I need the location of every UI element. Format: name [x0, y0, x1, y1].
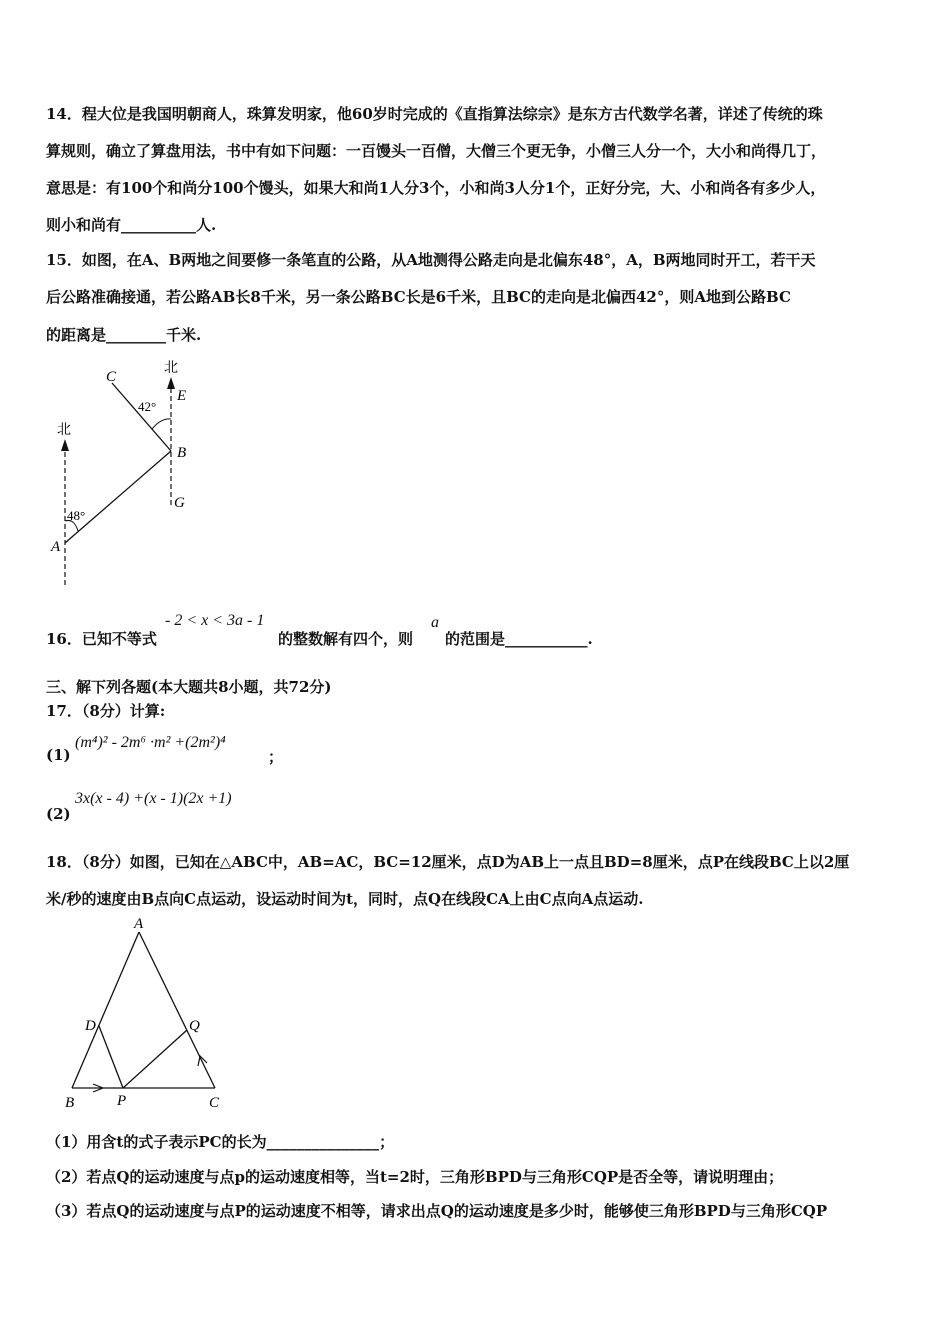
north-arrow-a — [61, 439, 69, 451]
segment-pq — [123, 1030, 187, 1088]
label-b: B — [65, 1095, 75, 1111]
label-c: C — [209, 1095, 220, 1111]
road-bc — [112, 383, 171, 451]
q17-part2-label: (2) — [46, 805, 71, 823]
q17-part2-expression: 3x(x - 4) +(x - 1)(2x +1) — [75, 790, 232, 807]
north-arrow-b — [167, 377, 175, 389]
label-p: P — [117, 1093, 127, 1109]
label-north-a: 北 — [57, 423, 71, 438]
q16-middle: 的整数解有四个，则 — [278, 630, 414, 648]
q15-figure — [40, 355, 210, 590]
q14-line-2: 算规则，确立了算盘用法，书中有如下问题：一百馒头一百僧，大僧三个更无争，小僧三人分一个，大小和尚得几丁， — [46, 142, 827, 160]
q15-line-1: 15．如图，在A、B两地之间要修一条笔直的公路，从A地测得公路走向是北偏东48°，A，B两地同时开工，若干天 — [46, 251, 816, 269]
side-ac — [139, 932, 215, 1088]
label-angle-42: 42° — [138, 399, 157, 414]
label-c: C — [106, 369, 117, 385]
segment-dp — [99, 1026, 123, 1088]
road-ab — [65, 451, 171, 543]
label-angle-48: 48° — [67, 508, 86, 523]
q17-title: 17．（8分）计算: — [46, 702, 166, 720]
q18-line-1: 18．（8分）如图，已知在△ABC中，AB=AC，BC=12厘米，点D为AB上一点且BD=8厘米，点P在线段BC上以2厘 — [46, 853, 850, 871]
q14-line-4: 则小和尚有__________人. — [46, 216, 217, 234]
label-e: E — [177, 388, 187, 404]
q16-var: a — [431, 614, 439, 631]
q14-line-1: 14．程大位是我国明朝商人，珠算发明家，他60岁时完成的《直指算法综宗》是东方古代数学名著，详述了传统的珠 — [46, 105, 823, 123]
label-a: A — [51, 539, 61, 555]
q17-part1-expression: (m⁴)² - 2m⁶ ·m² +(2m²)⁴ — [75, 734, 226, 751]
q17-part1-label: (1) — [46, 746, 71, 764]
angle-arc-42 — [152, 419, 171, 429]
q16-inequality: - 2 < x < 3a - 1 — [165, 612, 265, 629]
q16-prefix: 16．已知不等式 — [46, 630, 157, 648]
q18-figure — [55, 912, 235, 1112]
q18-subquestion-2: （2）若点Q的运动速度与点p的运动速度相等，当t=2时，三角形BPD与三角形CQP是否全等，请说明理由； — [46, 1168, 784, 1186]
label-d: D — [85, 1018, 96, 1034]
section-3-title: 三、解下列各题(本大题共8小题，共72分) — [46, 678, 332, 696]
label-a: A — [134, 916, 144, 932]
side-ab — [72, 932, 139, 1088]
q14-line-3: 意思是：有100个和尚分100个馒头，如果大和尚1人分3个，小和尚3人分1个，正好分完，大、小和尚各有多少人， — [46, 179, 826, 197]
q17-part1-end: ； — [268, 748, 284, 766]
label-q: Q — [189, 1018, 200, 1034]
q16-suffix: 的范围是___________. — [445, 630, 593, 648]
label-north-b: 北 — [164, 361, 178, 376]
q18-subquestion-1: （1）用含t的式子表示PC的长为_______________； — [46, 1133, 395, 1151]
q18-line-2: 米/秒的速度由B点向C点运动，设运动时间为t，同时，点Q在线段CA上由C点向A点运动. — [46, 890, 644, 908]
label-b: B — [177, 445, 187, 461]
q15-line-2: 后公路准确接通，若公路AB长8千米，另一条公路BC长是6千米，且BC的走向是北偏西42°，则A地到公路BC — [46, 288, 791, 306]
q15-line-3: 的距离是________千米. — [46, 326, 202, 344]
label-g: G — [174, 495, 185, 511]
q18-subquestion-3: （3）若点Q的运动速度与点P的运动速度不相等，请求出点Q的运动速度是多少时，能够使三角形BPD与三角形CQP — [46, 1202, 828, 1220]
